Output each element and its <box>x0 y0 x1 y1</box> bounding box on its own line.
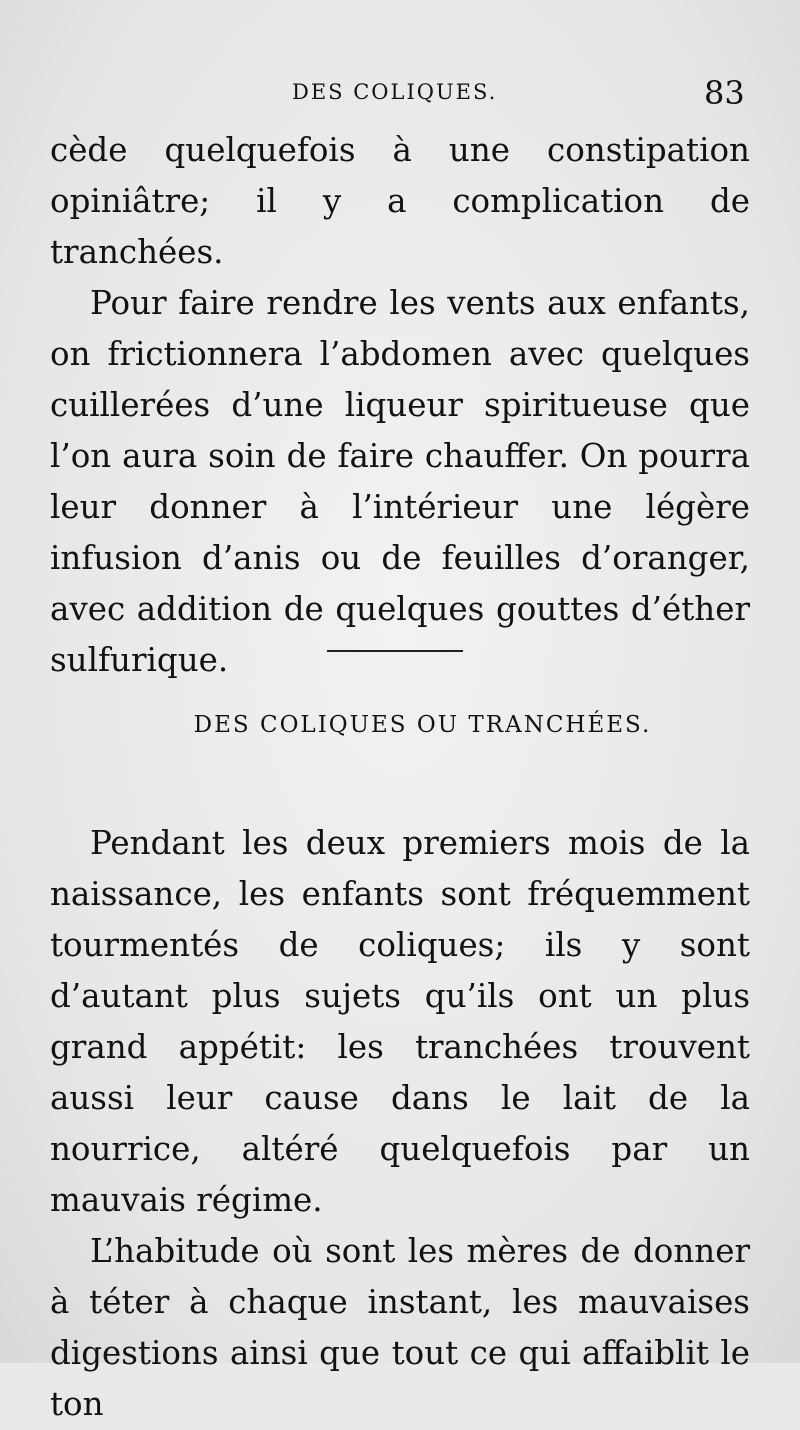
body-paragraph-1: Pendant les deux premiers mois de la naissance, les enfants sont fréquemment tourmentés de coliques; ils y sont d’autant plus sujets qu’ils ont un plus grand appétit: les tranchées trouvent aussi leur cause dans le lait de la nourrice, altéré quelquefois par un mauvais régime. <box>50 824 750 1219</box>
continuation-paragraph: cède quelquefois à une constipation opiniâtre; il y a complication de tranchées. <box>50 131 750 271</box>
section-continuation-block <box>50 125 750 686</box>
section-body <box>50 818 750 1430</box>
body-paragraph-2: L’habitude où sont les mères de donner à téter à chaque instant, les mauvaises digestions ainsi que tout ce qui affaiblit le ton <box>50 1232 750 1423</box>
remedy-paragraph: Pour faire rendre les vents aux enfants, on frictionnera l’abdomen avec quelques cuillerées d’une liqueur spiritueuse que l’on aura soin de faire chauffer. On pourra leur donner à l’intérieur une légère infusion d’anis ou de feuilles d’oranger, avec addition de quelques gouttes d’éther sulfurique. <box>50 284 750 679</box>
section-title: DES COLIQUES OU TRANCHÉES. <box>193 712 652 738</box>
running-title: DES COLIQUES. <box>292 80 498 104</box>
page-number: 83 <box>704 74 745 112</box>
section-divider <box>327 650 463 652</box>
